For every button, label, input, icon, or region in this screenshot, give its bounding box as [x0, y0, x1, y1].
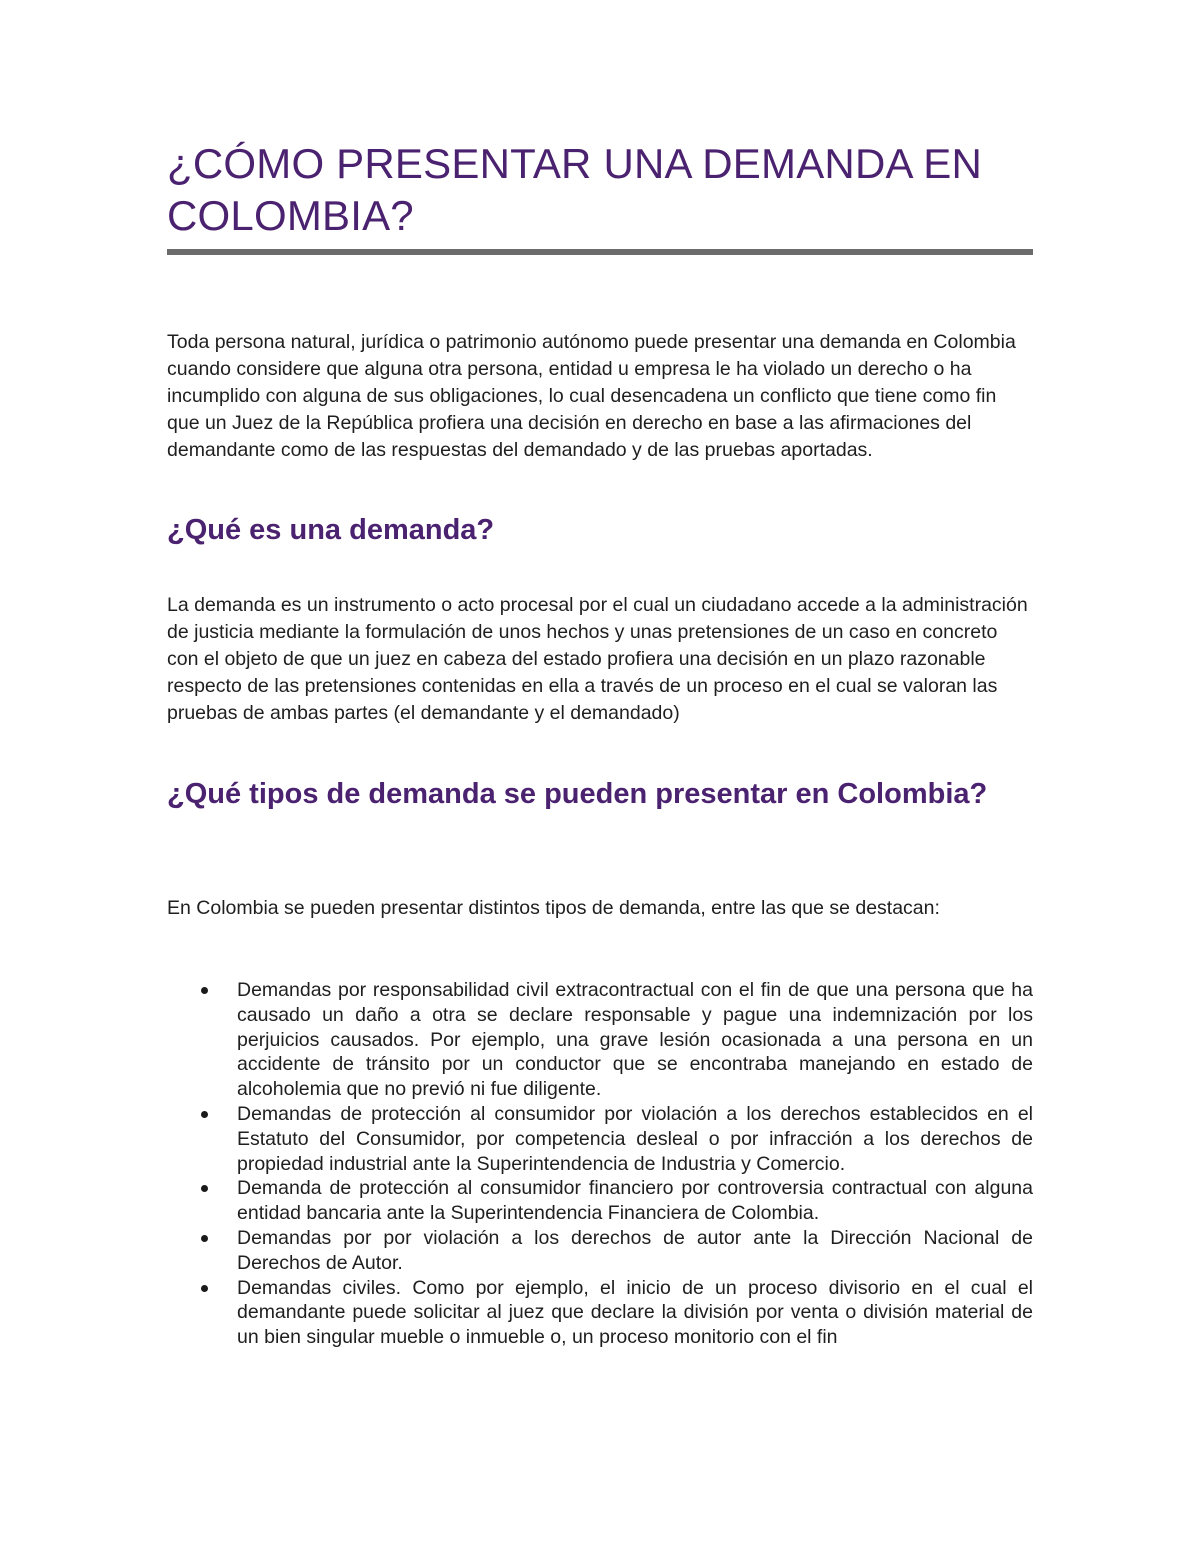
list-item [167, 1176, 1033, 1226]
list-item [167, 1276, 1033, 1350]
section-heading-tipos: ¿Qué tipos de demanda se pueden presentar en Colombia? [167, 778, 988, 810]
title-divider [167, 249, 1033, 255]
bullet-icon [201, 1285, 208, 1292]
list-item-text: Demandas de protección al consumidor por violación a los derechos establecidos en el Estatuto del Consumidor, por competencia desleal o por infracción a los derechos de propiedad industrial ante la Superintendencia de Industria y Comercio. [237, 1102, 1033, 1175]
bullet-icon [201, 1185, 208, 1192]
list-item [167, 1226, 1033, 1276]
list-item-text: Demanda de protección al consumidor financiero por controversia contractual con alguna entidad bancaria ante la Superintendencia Financiera de Colombia. [237, 1177, 1033, 1225]
list-item-text: Demandas por responsabilidad civil extracontractual con el fin de que una persona que ha causado un daño a otra se declare responsable y pague una indemnización por los perjuicios causados. Por ejemplo, una grave lesión ocasionada a una persona en un accidente de tránsito por un conductor que se encontraba manejando en estado de alcoholemia que no previó ni fue diligente. [237, 979, 1033, 1101]
bullet-icon [201, 1235, 208, 1242]
bullet-icon [201, 987, 208, 994]
intro-paragraph: Toda persona natural, jurídica o patrimonio autónomo puede presentar una demanda en Colombia cuando considere que alguna otra persona, entidad u empresa le ha violado un derecho o ha incumplido con alguna de sus obligaciones, lo cual desencadena un conflicto que tiene como fin que un Juez de la República profiera una decisión en derecho en base a las afirmaciones del demandante como de las respuestas del demandado y de las pruebas aportadas. [167, 331, 1016, 461]
bullet-icon [201, 1111, 208, 1118]
demand-types-list [167, 978, 1033, 1350]
section-heading-que-es: ¿Qué es una demanda? [167, 514, 495, 546]
section-body-que-es: La demanda es un instrumento o acto procesal por el cual un ciudadano accede a la administración de justicia mediante la formulación de unos hechos y unas pretensiones de un caso en concreto con el objeto de que un juez en cabeza del estado profiera una decisión en un plazo razonable respecto de las pretensiones contenidas en ella a través de un proceso en el cual se valoran las pruebas de ambas partes (el demandante y el demandado) [167, 594, 1028, 724]
list-item-text: Demandas civiles. Como por ejemplo, el inicio de un proceso divisorio en el cual el demandante puede solicitar al juez que declare la división por venta o división material de un bien singular mueble o inmueble o, un proceso monitorio con el fin [237, 1276, 1033, 1349]
document-title: ¿CÓMO PRESENTAR UNA DEMANDA EN COLOMBIA? [167, 140, 982, 239]
section-body-tipos: En Colombia se pueden presentar distintos tipos de demanda, entre las que se destacan: [167, 897, 940, 919]
list-item [167, 978, 1033, 1102]
list-item-text: Demandas por por violación a los derechos de autor ante la Dirección Nacional de Derechos de Autor. [237, 1226, 1033, 1274]
list-item [167, 1102, 1033, 1176]
